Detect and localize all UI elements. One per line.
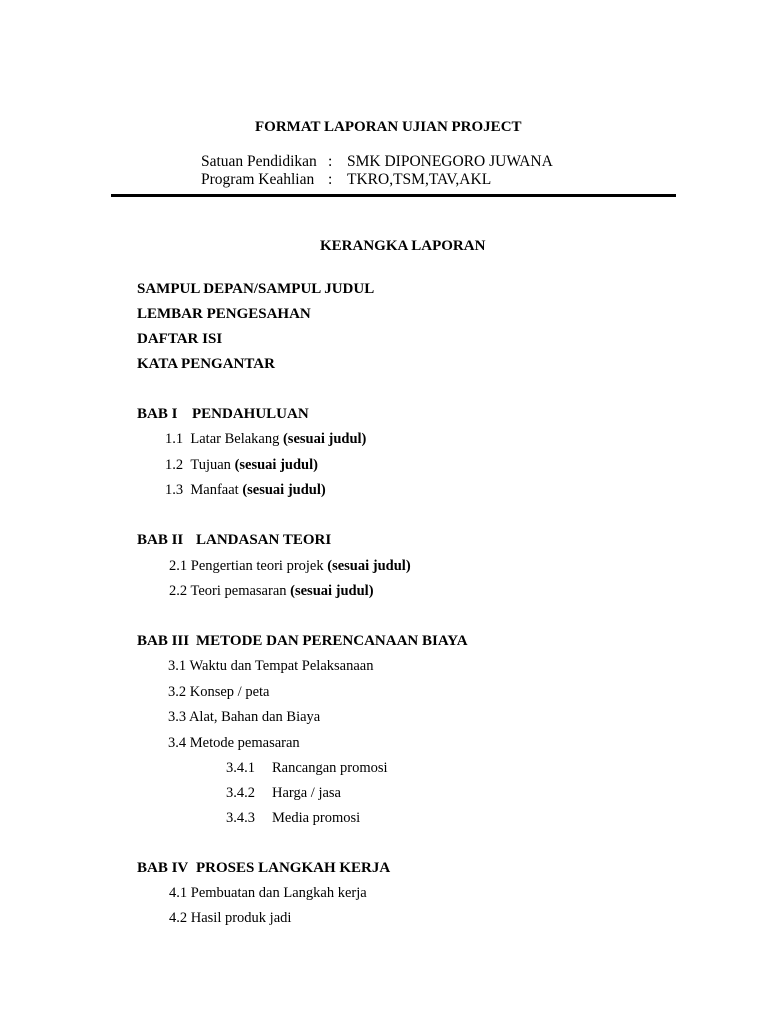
header-divider xyxy=(111,194,676,197)
front-item-kata-pengantar: KATA PENGANTAR xyxy=(137,356,275,372)
bab3-subitem-text: Media promosi xyxy=(272,810,361,826)
bab3-subitem-text: Harga / jasa xyxy=(272,785,341,801)
bab3-subitem-text: Rancangan promosi xyxy=(272,760,388,776)
document-title: FORMAT LAPORAN UJIAN PROJECT xyxy=(255,119,522,135)
bab3-subitem-number: 3.4.3 xyxy=(226,810,255,826)
front-item-daftar-isi: DAFTAR ISI xyxy=(137,331,223,347)
bab3-item: 3.3 Alat, Bahan dan Biaya xyxy=(168,709,321,725)
bab3-item: 3.1 Waktu dan Tempat Pelaksanaan xyxy=(168,658,374,674)
bab2-item: 2.1 Pengertian teori projek (sesuai judul) xyxy=(169,558,411,574)
bab1-item: 1.1 Latar Belakang (sesuai judul) xyxy=(165,431,367,447)
bab4-item: 4.2 Hasil produk jadi xyxy=(169,910,292,926)
front-item-pengesahan: LEMBAR PENGESAHAN xyxy=(137,306,311,322)
bab2-item: 2.2 Teori pemasaran (sesuai judul) xyxy=(169,583,374,599)
bab3-number: BAB III xyxy=(137,633,190,649)
front-item-sampul: SAMPUL DEPAN/SAMPUL JUDUL xyxy=(137,281,375,297)
bab3-item: 3.4 Metode pemasaran xyxy=(168,735,300,751)
bab3-subitem-number: 3.4.1 xyxy=(226,760,255,776)
bab1-item: 1.2 Tujuan (sesuai judul) xyxy=(165,457,318,473)
bab3-title: METODE DAN PERENCANAAN BIAYA xyxy=(196,633,468,649)
bab1-item: 1.3 Manfaat (sesuai judul) xyxy=(165,482,326,498)
program-keahlian-value: TKRO,TSM,TAV,AKL xyxy=(347,171,492,188)
bab3-item: 3.2 Konsep / peta xyxy=(168,684,270,700)
satuan-pendidikan-separator: : xyxy=(328,153,333,170)
program-keahlian-label: Program Keahlian xyxy=(201,171,315,188)
bab4-item: 4.1 Pembuatan dan Langkah kerja xyxy=(169,885,367,901)
outline-title: KERANGKA LAPORAN xyxy=(320,238,486,254)
bab4-title: PROSES LANGKAH KERJA xyxy=(196,860,391,876)
bab2-number: BAB II xyxy=(137,532,184,548)
satuan-pendidikan-label: Satuan Pendidikan xyxy=(201,153,317,170)
bab3-subitem-number: 3.4.2 xyxy=(226,785,255,801)
satuan-pendidikan-value: SMK DIPONEGORO JUWANA xyxy=(347,153,553,170)
bab1-title: PENDAHULUAN xyxy=(192,406,309,422)
bab1-number: BAB I xyxy=(137,406,178,422)
program-keahlian-separator: : xyxy=(328,171,333,188)
bab2-title: LANDASAN TEORI xyxy=(196,532,332,548)
bab4-number: BAB IV xyxy=(137,860,189,876)
